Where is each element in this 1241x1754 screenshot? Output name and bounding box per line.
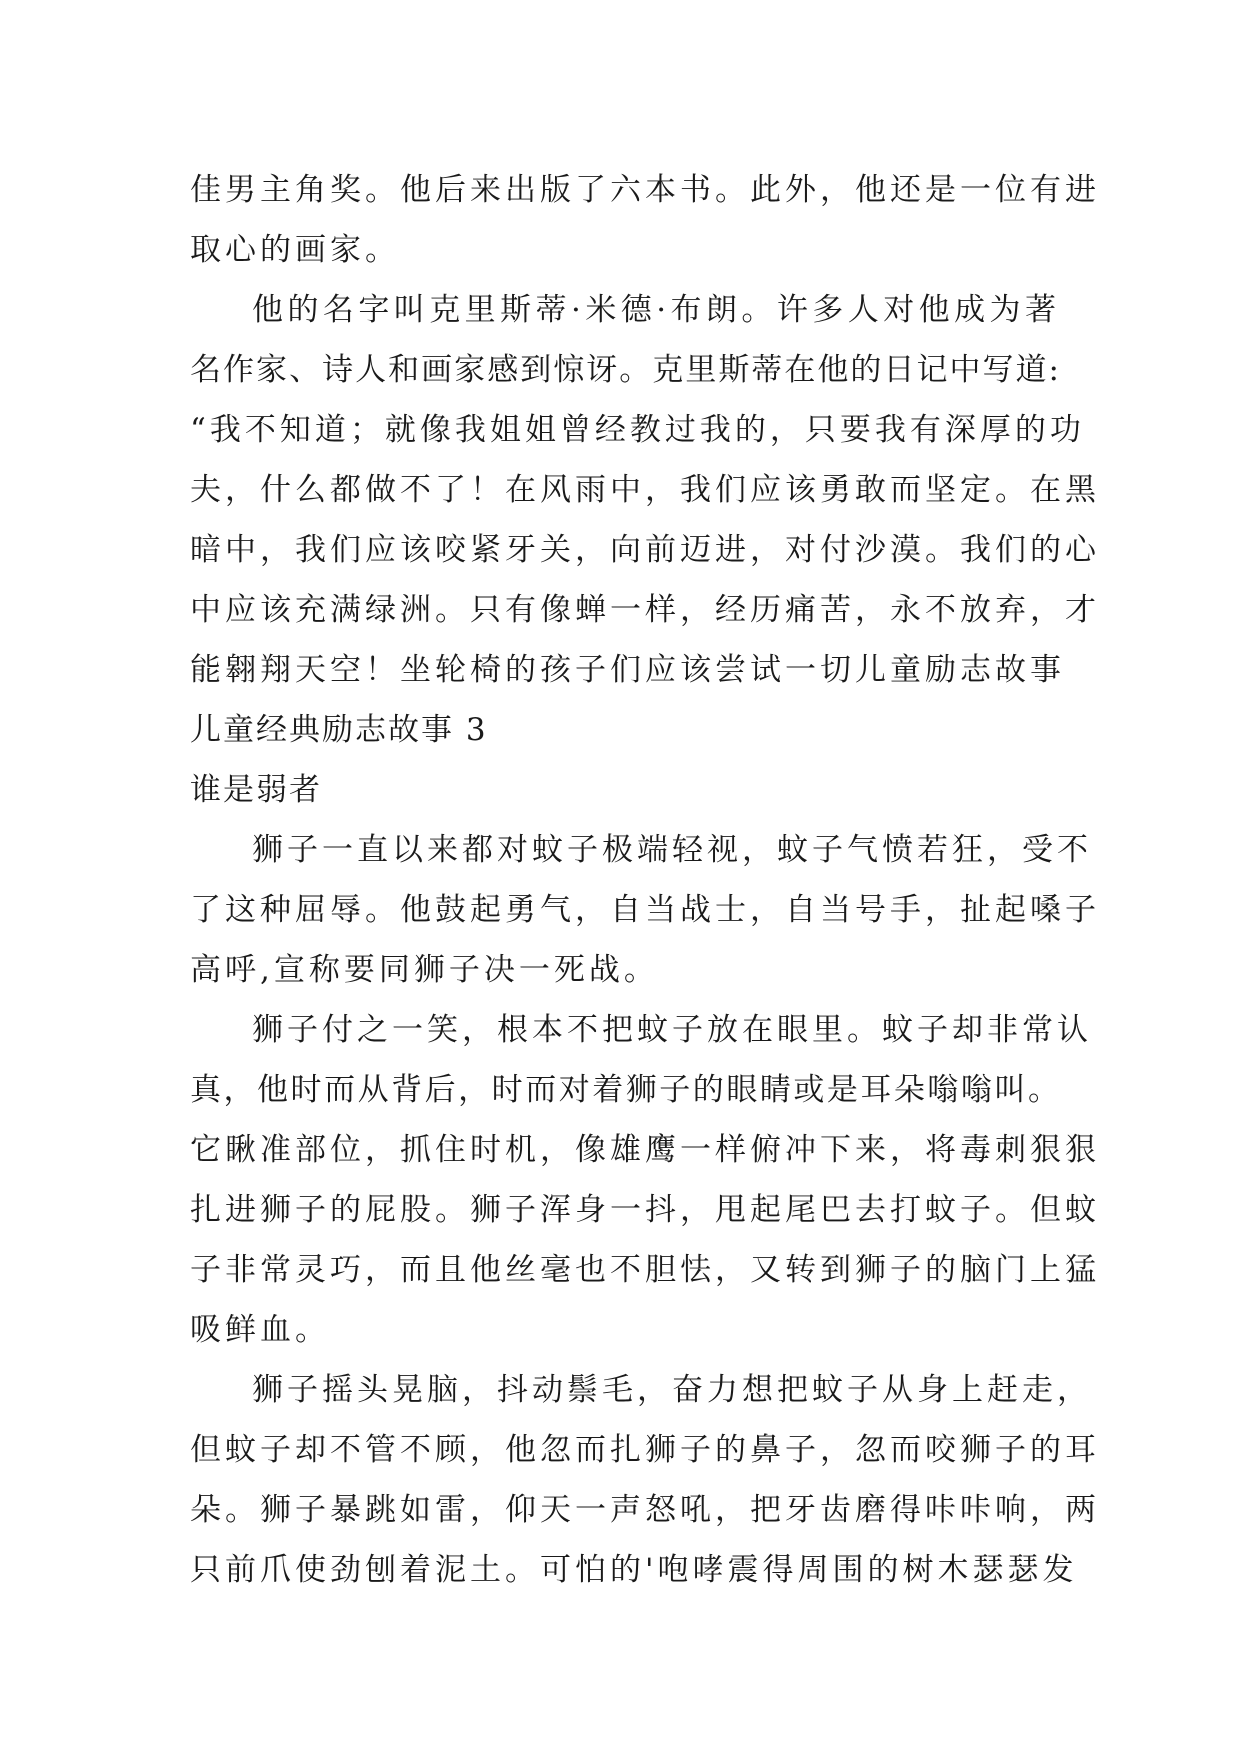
text-line: 佳男主角奖。他后来出版了六本书。此外，他还是一位有进 — [190, 172, 1100, 208]
paragraph-start: 狮子付之一笑，根本不把蚊子放在眼里。蚊子却非常认 — [252, 1012, 1092, 1048]
text-line: 只前爪使劲刨着泥土。可怕的'咆哮震得周围的树木瑟瑟发 — [190, 1552, 1078, 1588]
text-line: 但蚊子却不管不顾，他忽而扎狮子的鼻子，忽而咬狮子的耳 — [190, 1432, 1100, 1468]
text-line: 扎进狮子的屁股。狮子浑身一抖，甩起尾巴去打蚊子。但蚊 — [190, 1192, 1100, 1228]
text-line: 取心的画家。 — [190, 232, 400, 268]
text-line: 了这种屈辱。他鼓起勇气，自当战士，自当号手，扯起嗓子 — [190, 892, 1100, 928]
text-line: 真，他时而从背后，时而对着狮子的眼睛或是耳朵嗡嗡叫。 — [190, 1072, 1060, 1108]
text-line: “我不知道；就像我姐姐曾经教过我的，只要我有深厚的功 — [190, 412, 1085, 448]
section-title: 儿童经典励志故事 3 — [190, 712, 488, 748]
text-line: 吸鲜血。 — [190, 1312, 330, 1348]
text-line: 高呼,宣称要同狮子决一死战。 — [190, 952, 659, 988]
text-line: 夫，什么都做不了！在风雨中，我们应该勇敢而坚定。在黑 — [190, 472, 1100, 508]
text-line: 中应该充满绿洲。只有像蝉一样，经历痛苦，永不放弃，才 — [190, 592, 1100, 628]
paragraph-start: 狮子一直以来都对蚊子极端轻视，蚊子气愤若狂，受不 — [252, 832, 1092, 868]
text-line: 能翱翔天空！坐轮椅的孩子们应该尝试一切儿童励志故事 — [190, 652, 1065, 688]
text-line: 暗中，我们应该咬紧牙关，向前迈进，对付沙漠。我们的心 — [190, 532, 1100, 568]
text-line: 名作家、诗人和画家感到惊讶。克里斯蒂在他的日记中写道: — [190, 352, 1060, 388]
story-title: 谁是弱者 — [190, 772, 322, 808]
text-line: 它瞅准部位，抓住时机，像雄鹰一样俯冲下来，将毒刺狠狠 — [190, 1132, 1100, 1168]
body-text — [190, 160, 1100, 1600]
paragraph-start: 狮子摇头晃脑，抖动鬃毛，奋力想把蚊子从身上赶走， — [252, 1372, 1092, 1408]
paragraph-start: 他的名字叫克里斯蒂·米德·布朗。许多人对他成为著 — [252, 292, 1060, 328]
text-line: 子非常灵巧，而且他丝毫也不胆怯，又转到狮子的脑门上猛 — [190, 1252, 1100, 1288]
text-line: 朵。狮子暴跳如雷，仰天一声怒吼，把牙齿磨得咔咔响，两 — [190, 1492, 1100, 1528]
